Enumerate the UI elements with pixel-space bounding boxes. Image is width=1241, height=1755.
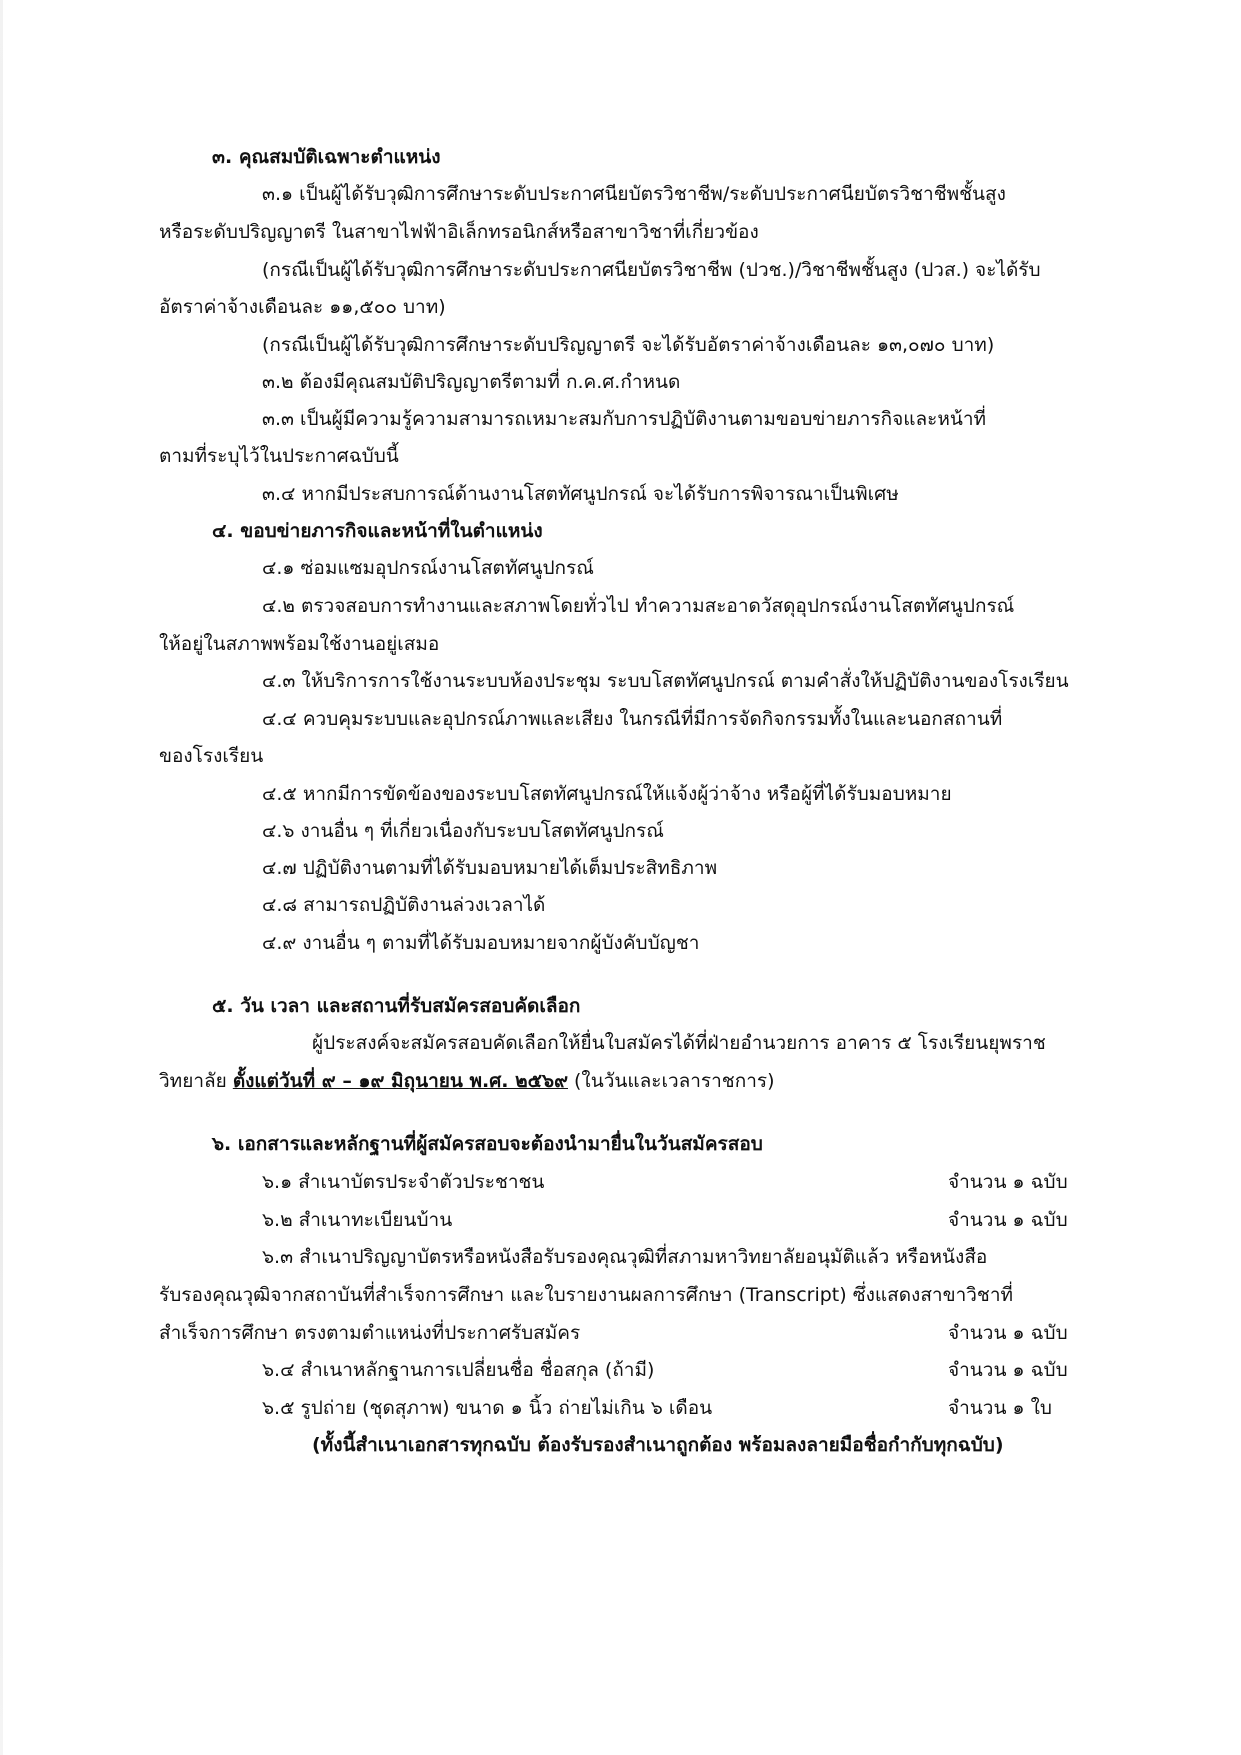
- section-4-heading: ๔. ขอบข่ายภารกิจและหน้าที่ในตำแหน่ง: [212, 520, 543, 542]
- item-6-2-quantity: จำนวน ๑ ฉบับ: [948, 1209, 1068, 1231]
- item-6-1-quantity: จำนวน ๑ ฉบับ: [948, 1171, 1068, 1193]
- section-6-heading: ๖. เอกสารและหลักฐานที่ผู้สมัครสอบจะต้องนำมายื่นในวันสมัครสอบ: [212, 1133, 763, 1155]
- item-3-4: ๓.๔ หากมีประสบการณ์ด้านงานโสตทัศนูปกรณ์ จะได้รับการพิจารณาเป็นพิเศษ: [262, 483, 899, 505]
- item-6-3-line-2: รับรองคุณวุฒิจากสถาบันที่สำเร็จการศึกษา และใบรายงานผลการศึกษา (Transcript) ซึ่งแสดงสาขาวิชาที่: [159, 1284, 1014, 1306]
- item-3-3-line-1: ๓.๓ เป็นผู้มีความรู้ความสามารถเหมาะสมกับการปฏิบัติงานตามขอบข่ายภารกิจและหน้าที่: [262, 408, 987, 430]
- section-5-paragraph-line-1: ผู้ประสงค์จะสมัครสอบคัดเลือกให้ยื่นใบสมัครได้ที่ฝ่ายอำนวยการ อาคาร ๕ โรงเรียนยุพราช: [312, 1032, 1046, 1054]
- item-6-4-quantity: จำนวน ๑ ฉบับ: [948, 1359, 1068, 1381]
- section-5-heading: ๕. วัน เวลา และสถานที่รับสมัครสอบคัดเลือก: [212, 995, 581, 1017]
- item-4-9: ๔.๙ งานอื่น ๆ ตามที่ได้รับมอบหมายจากผู้บังคับบัญชา: [262, 932, 700, 954]
- application-date-range: ตั้งแต่วันที่ ๙ – ๑๙ มิถุนายน พ.ศ. ๒๕๖๙: [232, 1070, 568, 1092]
- school-name-tail: วิทยาลัย: [159, 1070, 233, 1092]
- item-6-3-line-1: ๖.๓ สำเนาปริญญาบัตรหรือหนังสือรับรองคุณวุฒิที่สภามหาวิทยาลัยอนุมัติแล้ว หรือหนังสือ: [262, 1246, 988, 1268]
- item-4-1: ๔.๑ ซ่อมแซมอุปกรณ์งานโสตทัศนูปกรณ์: [262, 557, 594, 579]
- item-4-7: ๔.๗ ปฏิบัติงานตามที่ได้รับมอบหมายได้เต็มประสิทธิภาพ: [262, 857, 718, 879]
- item-6-5: ๖.๕ รูปถ่าย (ชุดสุภาพ) ขนาด ๑ นิ้ว ถ่ายไม่เกิน ๖ เดือน: [262, 1397, 713, 1419]
- item-6-1: ๖.๑ สำเนาบัตรประจำตัวประชาชน: [262, 1171, 545, 1193]
- section-3-heading: ๓. คุณสมบัติเฉพาะตำแหน่ง: [212, 146, 441, 168]
- item-6-3-quantity: จำนวน ๑ ฉบับ: [948, 1322, 1068, 1344]
- scan-edge: [0, 0, 3, 1755]
- item-3-2: ๓.๒ ต้องมีคุณสมบัติปริญญาตรีตามที่ ก.ค.ศ.กำหนด: [262, 371, 681, 393]
- item-6-2: ๖.๒ สำเนาทะเบียนบ้าน: [262, 1209, 453, 1231]
- item-6-3-line-3: สำเร็จการศึกษา ตรงตามตำแหน่งที่ประกาศรับสมัคร: [159, 1322, 581, 1344]
- item-6-4: ๖.๔ สำเนาหลักฐานการเปลี่ยนชื่อ ชื่อสกุล (ถ้ามี): [262, 1359, 655, 1381]
- item-3-3-line-2: ตามที่ระบุไว้ในประกาศฉบับนี้: [159, 445, 399, 467]
- office-hours-note: (ในวันและเวลาราชการ): [567, 1070, 775, 1092]
- item-4-4-line-2: ของโรงเรียน: [159, 745, 264, 767]
- note-vocational-line-2: อัตราค่าจ้างเดือนละ ๑๑,๕๐๐ บาท): [159, 296, 446, 318]
- note-bachelor: (กรณีเป็นผู้ได้รับวุฒิการศึกษาระดับปริญญาตรี จะได้รับอัตราค่าจ้างเดือนละ ๑๓,๐๗๐ บาท): [262, 334, 995, 356]
- item-4-3: ๔.๓ ให้บริการการใช้งานระบบห้องประชุม ระบบโสตทัศนูปกรณ์ ตามคำสั่งให้ปฏิบัติงานของโรงเรียน: [262, 670, 1069, 692]
- item-3-1-line-1: ๓.๑ เป็นผู้ได้รับวุฒิการศึกษาระดับประกาศนียบัตรวิชาชีพ/ระดับประกาศนียบัตรวิชาชีพชั้นสูง: [262, 183, 1006, 205]
- item-4-6: ๔.๖ งานอื่น ๆ ที่เกี่ยวเนื่องกับระบบโสตทัศนูปกรณ์: [262, 820, 664, 842]
- item-4-5: ๔.๕ หากมีการขัดข้องของระบบโสตทัศนูปกรณ์ให้แจ้งผู้ว่าจ้าง หรือผู้ที่ได้รับมอบหมาย: [262, 783, 952, 805]
- item-4-4-line-1: ๔.๔ ควบคุมระบบและอุปกรณ์ภาพและเสียง ในกรณีที่มีการจัดกิจกรรมทั้งในและนอกสถานที่: [262, 708, 1003, 730]
- certification-note: (ทั้งนี้สำเนาเอกสารทุกฉบับ ต้องรับรองสำเนาถูกต้อง พร้อมลงลายมือชื่อกำกับทุกฉบับ): [312, 1434, 1004, 1456]
- note-vocational-line-1: (กรณีเป็นผู้ได้รับวุฒิการศึกษาระดับประกาศนียบัตรวิชาชีพ (ปวช.)/วิชาชีพชั้นสูง (ปวส.) จะได้รับ: [262, 259, 1041, 281]
- item-6-5-quantity: จำนวน ๑ ใบ: [948, 1397, 1052, 1419]
- item-4-2-line-1: ๔.๒ ตรวจสอบการทำงานและสภาพโดยทั่วไป ทำความสะอาดวัสดุอุปกรณ์งานโสตทัศนูปกรณ์: [262, 595, 1015, 617]
- item-4-8: ๔.๘ สามารถปฏิบัติงานล่วงเวลาได้: [262, 894, 546, 916]
- section-5-paragraph-line-2: [159, 1068, 775, 1094]
- item-3-1-line-2: หรือระดับปริญญาตรี ในสาขาไฟฟ้าอิเล็กทรอนิกส์หรือสาขาวิชาที่เกี่ยวข้อง: [159, 221, 759, 243]
- item-4-2-line-2: ให้อยู่ในสภาพพร้อมใช้งานอยู่เสมอ: [159, 633, 440, 655]
